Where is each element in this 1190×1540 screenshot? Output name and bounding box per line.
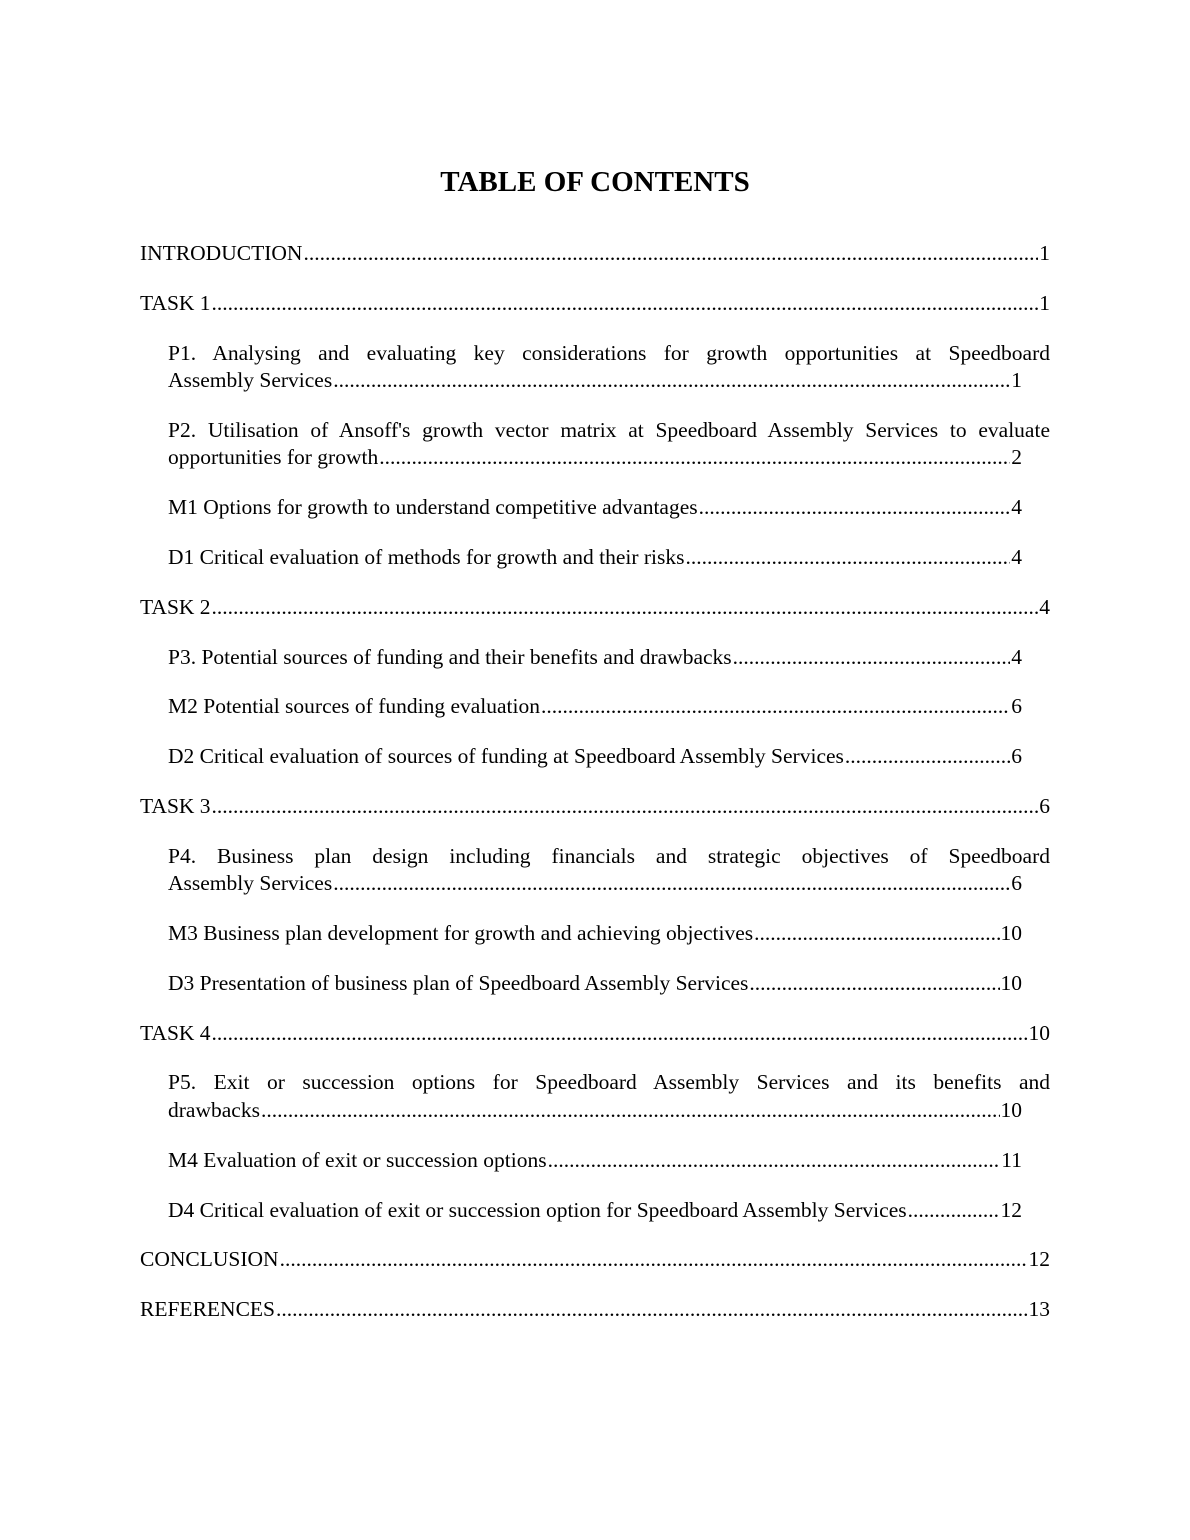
toc-entry-p3[interactable] [168,644,1050,672]
toc-entry-label: Assembly Services [168,871,333,896]
toc-page-number: 4 [1011,544,1022,569]
toc-page-number: 12 [1000,1197,1022,1222]
dot-leader [754,920,999,948]
toc-page-number: 6 [1011,744,1022,769]
toc-entry-p2[interactable] [168,417,1050,472]
toc-entry-label: M3 Business plan development for growth and achieving objectives [168,921,754,946]
toc-entry-label: opportunities for growth [168,445,379,470]
toc-page-number: 4 [1011,644,1022,669]
dot-leader [212,793,1039,821]
table-of-contents [140,240,1050,1346]
toc-entry-introduction[interactable] [140,240,1050,268]
toc-entry-m1[interactable] [168,494,1050,522]
toc-page-number: 1 [1011,368,1022,393]
toc-page-number: 12 [1028,1247,1050,1272]
toc-entry-label: TASK 4 [140,1020,211,1045]
toc-entry-label: TASK 1 [140,290,211,315]
dot-leader [845,743,1010,771]
toc-entry-d3[interactable] [168,970,1050,998]
toc-page-number: 10 [1000,921,1022,946]
toc-entry-label-first-line: P4. Business plan design including financials and strategic objectives of Speedboard [168,843,1050,868]
dot-leader [280,1246,1028,1274]
toc-entry-label-first-line: P5. Exit or succession options for Speedboard Assembly Services and its benefits and [168,1070,1050,1095]
toc-entry-d1[interactable] [168,544,1050,572]
toc-page-number: 2 [1011,445,1022,470]
dot-leader [733,644,1011,672]
toc-entry-label: D1 Critical evaluation of methods for growth and their risks [168,544,685,569]
toc-entry-label: D2 Critical evaluation of sources of funding at Speedboard Assembly Services [168,744,844,769]
page-title: TABLE OF CONTENTS [440,166,750,198]
toc-entry-m4[interactable] [168,1147,1050,1175]
toc-entry-label: INTRODUCTION [140,241,303,265]
toc-entry-label-first-line: P2. Utilisation of Ansoff's growth vector matrix at Speedboard Assembly Services to evaluate [168,417,1050,442]
toc-entry-task-4[interactable] [140,1020,1050,1048]
dot-leader [685,544,1010,572]
toc-entry-label: Assembly Services [168,368,333,393]
toc-page-number: 6 [1011,871,1022,896]
toc-entry-m2[interactable] [168,693,1050,721]
dot-leader [333,367,1010,395]
dot-leader [261,1097,1000,1125]
toc-entry-label: CONCLUSION [140,1247,279,1272]
toc-page-number: 6 [1011,694,1022,719]
toc-page-number: 1 [1039,290,1050,315]
toc-page-number: 4 [1011,495,1022,520]
toc-entry-label: M2 Potential sources of funding evaluation [168,694,540,719]
toc-page-number: 10 [1000,1097,1022,1122]
toc-entry-p4[interactable] [168,843,1050,898]
toc-entry-task-3[interactable] [140,793,1050,821]
dot-leader [908,1197,1000,1225]
toc-page-number: 11 [1001,1147,1022,1172]
toc-entry-label: drawbacks [168,1097,260,1122]
toc-entry-label: D4 Critical evaluation of exit or succession option for Speedboard Assembly Services [168,1197,907,1222]
toc-page-number: 13 [1028,1297,1050,1322]
toc-entry-references[interactable] [140,1296,1050,1324]
dot-leader [548,1147,1001,1175]
dot-leader [212,1020,1028,1048]
toc-entry-d4[interactable] [168,1197,1050,1225]
toc-page-number: 6 [1039,793,1050,818]
toc-entry-conclusion[interactable] [140,1246,1050,1274]
toc-entry-label: TASK 3 [140,793,211,818]
toc-entry-p5[interactable] [168,1069,1050,1124]
dot-leader [749,970,999,998]
toc-entry-task-1[interactable] [140,290,1050,318]
dot-leader [212,594,1039,622]
toc-page-number: 10 [1000,970,1022,995]
toc-entry-label-first-line: P1. Analysing and evaluating key considerations for growth opportunities at Speedboard [168,340,1050,365]
toc-entry-d2[interactable] [168,743,1050,771]
toc-entry-m3[interactable] [168,920,1050,948]
dot-leader [212,290,1039,318]
dot-leader [379,444,1010,472]
toc-entry-task-2[interactable] [140,594,1050,622]
toc-entry-label: M1 Options for growth to understand competitive advantages [168,495,698,520]
toc-page-number: 10 [1028,1020,1050,1045]
toc-entry-label: TASK 2 [140,594,211,619]
toc-page-number: 1 [1039,241,1050,265]
toc-entry-label: P3. Potential sources of funding and their benefits and drawbacks [168,644,732,669]
toc-page-number: 4 [1039,594,1050,619]
toc-entry-label: D3 Presentation of business plan of Speedboard Assembly Services [168,970,749,995]
dot-leader [333,870,1010,898]
toc-entry-p1[interactable] [168,340,1050,395]
dot-leader [541,693,1010,721]
toc-entry-label: M4 Evaluation of exit or succession options [168,1147,547,1172]
dot-leader [276,1296,1028,1324]
dot-leader [699,494,1011,522]
toc-entry-label: REFERENCES [140,1297,275,1322]
dot-leader [303,240,1038,268]
